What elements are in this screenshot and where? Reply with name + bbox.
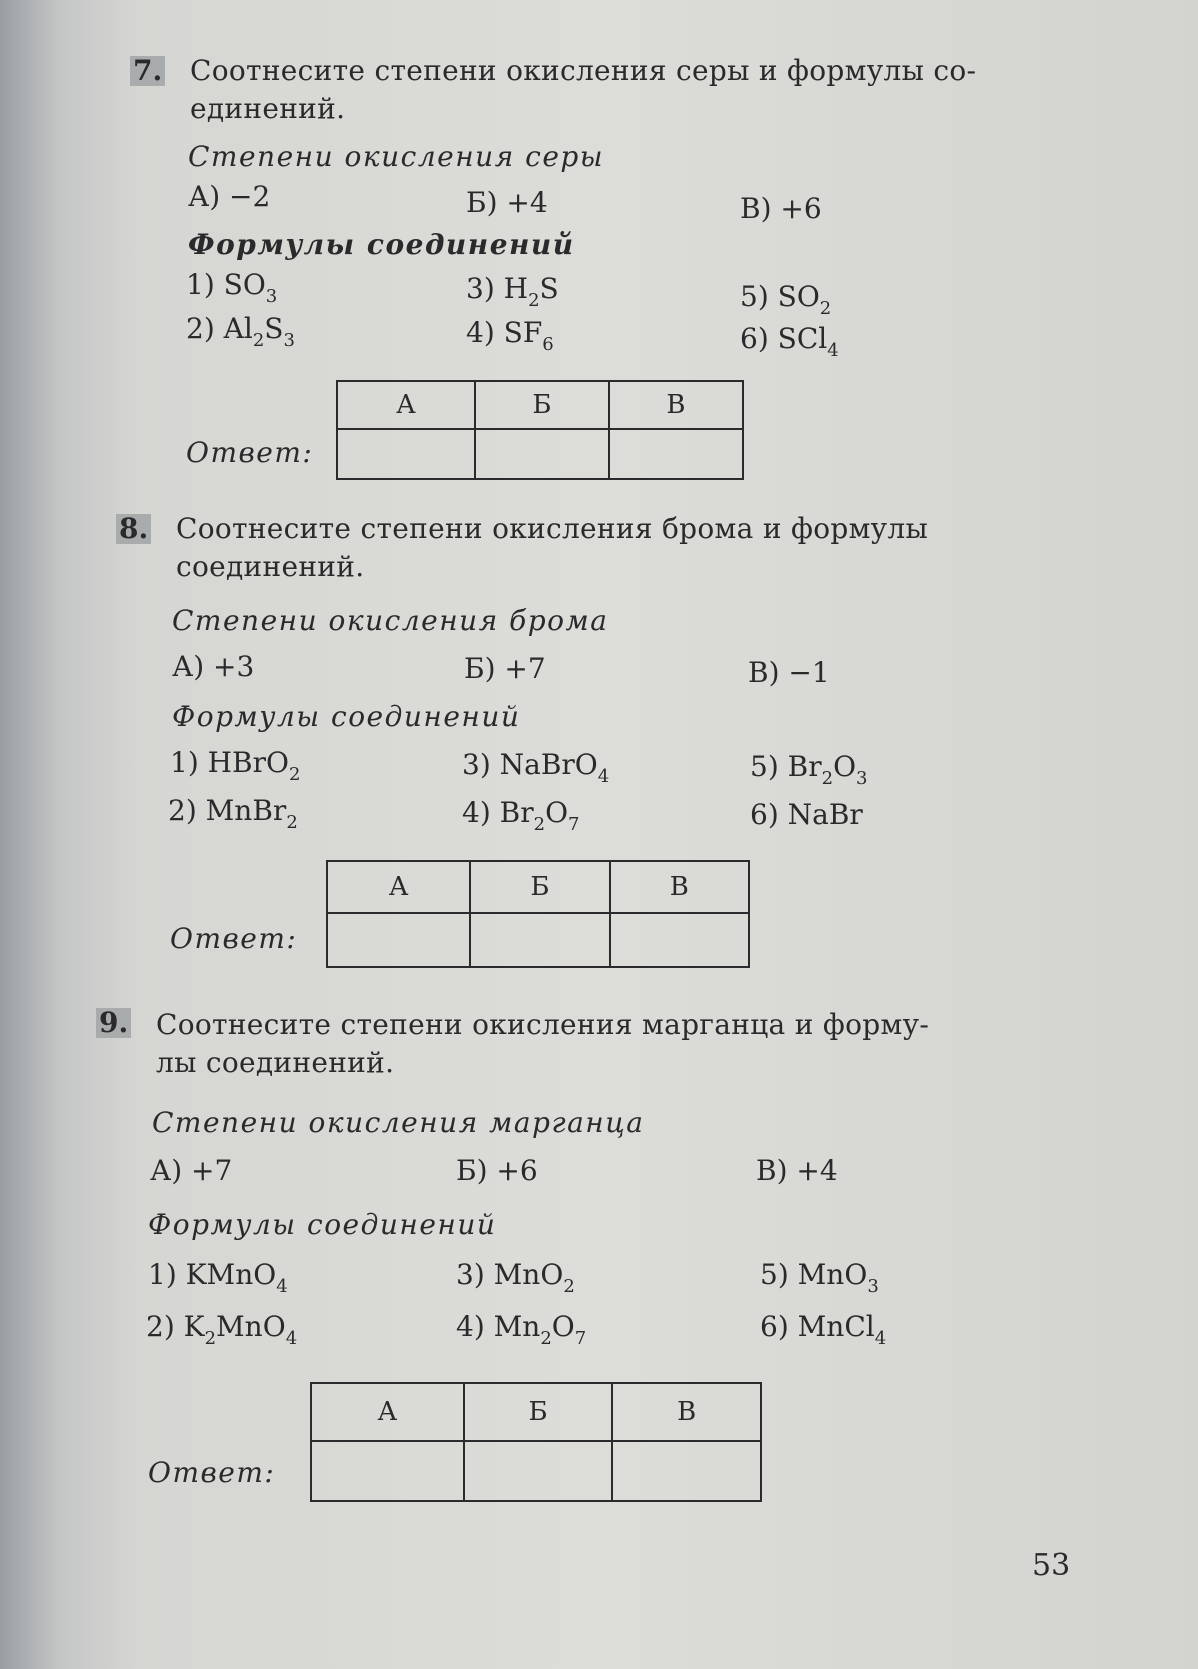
formula-symbol: Al bbox=[223, 312, 253, 345]
formula-subscript: 7 bbox=[568, 814, 580, 835]
answer-cell-a[interactable] bbox=[311, 1441, 464, 1501]
formula-subscript: 2 bbox=[819, 298, 832, 319]
answer-label: Ответ: bbox=[148, 1456, 276, 1489]
formula-subscript: 4 bbox=[827, 340, 839, 361]
page-number: 53 bbox=[1032, 1548, 1071, 1583]
answer-cell-a[interactable] bbox=[337, 429, 475, 479]
degrees-heading: Степени окисления брома bbox=[172, 604, 609, 637]
formula-symbol: MnO bbox=[493, 1258, 564, 1291]
formula-number: 4) bbox=[462, 796, 500, 829]
formulas-heading: Формулы соединений bbox=[148, 1208, 497, 1241]
formula-4 bbox=[466, 316, 554, 355]
formula-symbol: O bbox=[833, 750, 857, 783]
formula-number: 6) bbox=[740, 322, 778, 355]
degrees-heading: Степени окисления марганца bbox=[152, 1106, 645, 1139]
chemical-formula bbox=[185, 1258, 288, 1297]
formula-number: 2) bbox=[186, 312, 224, 345]
option-a: А) +3 bbox=[172, 650, 255, 683]
formula-subscript: 2 bbox=[563, 1276, 575, 1297]
formula-symbol: NaBr bbox=[787, 798, 863, 831]
formula-5 bbox=[740, 280, 832, 319]
formula-2 bbox=[168, 794, 298, 833]
formula-symbol: MnO bbox=[797, 1258, 868, 1291]
chemical-formula bbox=[499, 796, 580, 835]
formula-number: 1) bbox=[186, 268, 224, 301]
formula-subscript: 7 bbox=[574, 1328, 587, 1349]
formula-6 bbox=[750, 798, 863, 831]
formula-number: 5) bbox=[760, 1258, 798, 1291]
formula-number: 3) bbox=[462, 748, 500, 781]
formula-3 bbox=[462, 748, 610, 787]
formula-4 bbox=[456, 1310, 587, 1349]
chemical-formula bbox=[797, 1310, 887, 1349]
formula-symbol: K bbox=[183, 1310, 205, 1343]
formula-symbol: MnBr bbox=[205, 794, 287, 827]
option-b: Б) +6 bbox=[456, 1154, 538, 1187]
question-line: единений. bbox=[190, 92, 346, 125]
chemical-formula bbox=[797, 1258, 879, 1297]
answer-label: Ответ: bbox=[170, 922, 298, 955]
formula-subscript: 2 bbox=[533, 814, 546, 835]
chemical-formula bbox=[205, 794, 298, 833]
formula-symbol: HBrO bbox=[207, 746, 289, 779]
chemical-formula bbox=[493, 1310, 587, 1349]
chemical-formula bbox=[223, 312, 295, 351]
question-line: Соотнесите степени окисления брома и формулы bbox=[176, 512, 929, 545]
chemical-formula bbox=[493, 1258, 575, 1297]
question-line: лы соединений. bbox=[156, 1046, 395, 1079]
formula-subscript: 2 bbox=[540, 1328, 552, 1349]
formula-subscript: 2 bbox=[821, 768, 834, 789]
formula-symbol: MnO bbox=[216, 1310, 286, 1343]
answer-cell-b[interactable] bbox=[475, 429, 609, 479]
answer-header-b: Б bbox=[464, 1383, 613, 1441]
task-question bbox=[190, 52, 976, 128]
formula-subscript: 3 bbox=[856, 768, 868, 789]
formula-symbol: Br bbox=[787, 750, 822, 783]
formula-1 bbox=[170, 746, 301, 785]
question-line: соединений. bbox=[176, 550, 365, 583]
formula-symbol: NaBrO bbox=[499, 748, 598, 781]
formula-subscript: 3 bbox=[867, 1276, 879, 1297]
answer-header-b: Б bbox=[470, 861, 609, 913]
formula-number: 3) bbox=[456, 1258, 494, 1291]
formula-subscript: 2 bbox=[528, 290, 540, 311]
formula-symbol: O bbox=[545, 796, 569, 829]
option-a: А) +7 bbox=[150, 1154, 233, 1187]
answer-table bbox=[326, 860, 750, 968]
chemical-formula bbox=[499, 748, 610, 787]
formula-symbol: S bbox=[264, 312, 284, 345]
answer-label: Ответ: bbox=[186, 436, 314, 469]
task-question bbox=[156, 1006, 929, 1082]
formula-subscript: 2 bbox=[288, 764, 301, 785]
option-b: Б) +4 bbox=[466, 186, 548, 219]
formula-symbol: O bbox=[551, 1310, 575, 1343]
formula-subscript: 4 bbox=[285, 1328, 298, 1349]
formula-number: 3) bbox=[466, 272, 504, 305]
task-question bbox=[176, 510, 928, 586]
formula-number: 2) bbox=[146, 1310, 184, 1343]
formula-number: 5) bbox=[740, 280, 778, 313]
answer-header-c: В bbox=[612, 1383, 761, 1441]
answer-header-a: А bbox=[327, 861, 470, 913]
formula-symbol: KMnO bbox=[185, 1258, 277, 1291]
chemical-formula bbox=[503, 272, 559, 311]
option-a: А) −2 bbox=[188, 180, 271, 213]
formula-subscript: 4 bbox=[597, 766, 610, 787]
formula-number: 6) bbox=[750, 798, 788, 831]
formula-symbol: SO bbox=[777, 280, 820, 313]
answer-header-c: В bbox=[609, 381, 743, 429]
formulas-heading: Формулы соединений bbox=[188, 228, 575, 261]
chemical-formula bbox=[787, 750, 868, 789]
formula-number: 4) bbox=[466, 316, 504, 349]
formula-subscript: 2 bbox=[252, 330, 265, 351]
answer-header-a: А bbox=[311, 1383, 464, 1441]
formula-symbol: SCl bbox=[777, 322, 828, 355]
formula-number: 1) bbox=[170, 746, 208, 779]
formula-3 bbox=[456, 1258, 575, 1297]
question-line: Соотнесите степени окисления марганца и форму- bbox=[156, 1008, 930, 1041]
answer-cell-b[interactable] bbox=[470, 913, 609, 967]
formula-number: 5) bbox=[750, 750, 788, 783]
answer-table bbox=[336, 380, 744, 480]
chemical-formula bbox=[788, 798, 863, 831]
answer-cell-c[interactable] bbox=[609, 429, 743, 479]
formula-subscript: 4 bbox=[276, 1276, 288, 1297]
task-number: 9. bbox=[96, 1008, 131, 1038]
formula-symbol: S bbox=[539, 272, 559, 305]
formula-number: 1) bbox=[148, 1258, 186, 1291]
chemical-formula bbox=[777, 280, 832, 319]
formula-2 bbox=[186, 312, 295, 351]
answer-cell-c[interactable] bbox=[612, 1441, 761, 1501]
answer-cell-c[interactable] bbox=[610, 913, 749, 967]
formula-1 bbox=[186, 268, 278, 307]
task-number: 7. bbox=[130, 56, 165, 86]
formula-6 bbox=[740, 322, 839, 361]
option-b: Б) +7 bbox=[464, 652, 546, 685]
task-number: 8. bbox=[116, 514, 151, 544]
formula-4 bbox=[462, 796, 580, 835]
formula-2 bbox=[146, 1310, 298, 1349]
formula-symbol: SF bbox=[503, 316, 543, 349]
formula-6 bbox=[760, 1310, 887, 1349]
formulas-heading: Формулы соединений bbox=[172, 700, 521, 733]
formula-symbol: MnCl bbox=[797, 1310, 875, 1343]
answer-cell-b[interactable] bbox=[464, 1441, 613, 1501]
chemical-formula bbox=[207, 746, 301, 785]
chemical-formula bbox=[183, 1310, 298, 1349]
answer-table bbox=[310, 1382, 762, 1502]
formula-subscript: 3 bbox=[265, 286, 278, 307]
formula-symbol: Br bbox=[499, 796, 534, 829]
answer-header-c: В bbox=[610, 861, 749, 913]
formula-5 bbox=[760, 1258, 879, 1297]
answer-header-b: Б bbox=[475, 381, 609, 429]
chemical-formula bbox=[777, 322, 839, 361]
formula-3 bbox=[466, 272, 559, 311]
formula-subscript: 2 bbox=[286, 812, 298, 833]
answer-header-a: А bbox=[337, 381, 475, 429]
degrees-heading: Степени окисления серы bbox=[188, 140, 605, 173]
answer-cell-a[interactable] bbox=[327, 913, 470, 967]
formula-1 bbox=[148, 1258, 288, 1297]
formula-symbol: H bbox=[503, 272, 529, 305]
option-c: В) +6 bbox=[740, 192, 822, 225]
chemical-formula bbox=[503, 316, 554, 355]
option-c: В) +4 bbox=[756, 1154, 838, 1187]
formula-5 bbox=[750, 750, 868, 789]
formula-symbol: SO bbox=[223, 268, 266, 301]
formula-subscript: 3 bbox=[283, 330, 295, 351]
formula-number: 4) bbox=[456, 1310, 494, 1343]
formula-number: 2) bbox=[168, 794, 206, 827]
formula-subscript: 2 bbox=[204, 1328, 217, 1349]
formula-subscript: 6 bbox=[542, 334, 554, 355]
formula-subscript: 4 bbox=[874, 1328, 887, 1349]
chemical-formula bbox=[223, 268, 278, 307]
formula-number: 6) bbox=[760, 1310, 798, 1343]
option-c: В) −1 bbox=[748, 656, 830, 689]
formula-symbol: Mn bbox=[493, 1310, 541, 1343]
question-line: Соотнесите степени окисления серы и формулы со- bbox=[190, 54, 977, 87]
